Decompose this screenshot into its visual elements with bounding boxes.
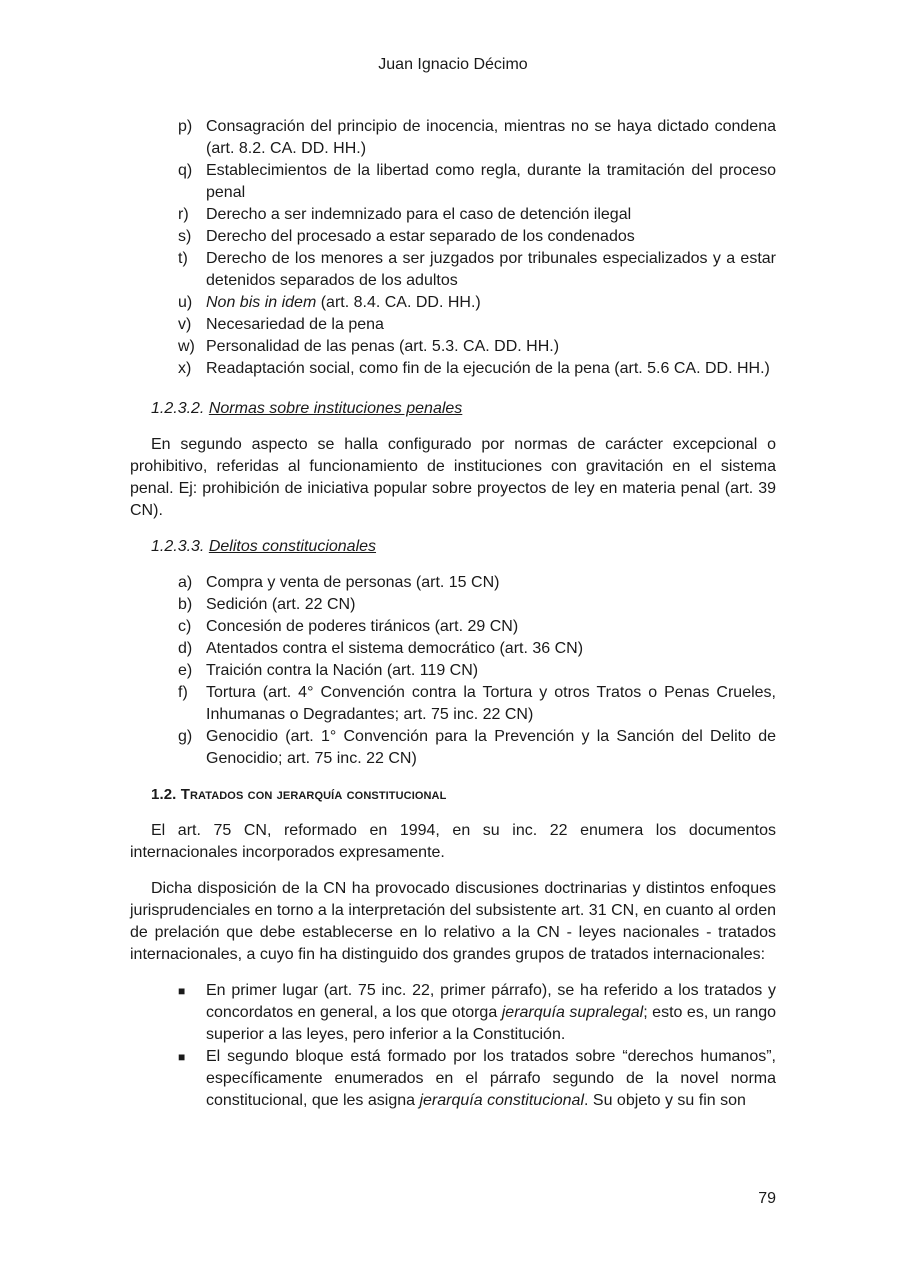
list-item xyxy=(130,336,776,358)
subsection-title: Normas sobre instituciones penales xyxy=(208,400,463,417)
list-item xyxy=(130,160,776,204)
list-item-text: Derecho del procesado a estar separado de los condenados xyxy=(206,228,635,245)
list-item xyxy=(130,1046,776,1112)
list-item xyxy=(130,314,776,336)
list-item xyxy=(130,358,776,380)
list-item-text: Sedición (art. 22 CN) xyxy=(206,596,356,613)
square-bullet-icon: ■ xyxy=(178,984,186,998)
list-marker: s) xyxy=(178,228,192,245)
list-marker: w) xyxy=(178,338,195,355)
list-marker: c) xyxy=(178,618,192,635)
list-item-text: Compra y venta de personas (art. 15 CN) xyxy=(206,574,500,591)
list-item xyxy=(130,682,776,726)
list-marker: r) xyxy=(178,206,189,223)
list-item-text: (art. 8.4. CA. DD. HH.) xyxy=(316,294,481,311)
subsection-heading xyxy=(151,398,776,420)
list-item-text: El segundo bloque está formado por los tratados sobre “derechos humanos”, específicamente enumerados en el párrafo segundo de la novel norma constitucional, que les asigna xyxy=(206,1048,776,1109)
list-item-text: Personalidad de las penas (art. 5.3. CA. DD. HH.) xyxy=(206,338,560,355)
list-item xyxy=(130,638,776,660)
list-item-text: Genocidio (art. 1° Convención para la Prevención y la Sanción del Delito de Genocidio; art. 75 inc. 22 CN) xyxy=(206,728,776,767)
list-marker: p) xyxy=(178,118,193,135)
list-item xyxy=(130,726,776,770)
page-number: 79 xyxy=(758,1190,776,1207)
body-paragraph: Dicha disposición de la CN ha provocado discusiones doctrinarias y distintos enfoques jurisprudenciales en torno a la interpretación del subsistente art. 31 CN, en cuanto al orden de prelación que debe establecerse en lo relativo a la CN - leyes nacionales - tratados internacionales, a cuyo fin ha distinguido dos grandes grupos de tratados internacionales: xyxy=(130,880,776,963)
list-item-text: Atentados contra el sistema democrático (art. 36 CN) xyxy=(206,640,584,657)
list-marker: f) xyxy=(178,684,188,701)
body-paragraph: En segundo aspecto se halla configurado por normas de carácter excepcional o prohibitivo, referidas al funcionamiento de instituciones con gravitación en el sistema penal. Ej: prohibición de iniciativa popular sobre proyectos de ley en materia penal (art. 39 CN). xyxy=(130,436,776,519)
list-item-text: ; esto es, un rango superior a las leyes, pero inferior a la Constitución. xyxy=(206,1004,777,1043)
list-item xyxy=(130,248,776,292)
list-marker: t) xyxy=(178,250,188,267)
section-title: Tratados con jerarquía constitucional xyxy=(180,786,447,803)
list-item-text: Establecimientos de la libertad como regla, durante la tramitación del proceso penal xyxy=(206,162,776,201)
subsection-number: 1.2.3.3. xyxy=(151,538,209,555)
page-body xyxy=(130,116,776,1112)
latin-term: Non bis in idem xyxy=(206,294,317,311)
list-marker: x) xyxy=(178,360,192,377)
treaty-groups-list xyxy=(130,980,776,1112)
list-item-text: Consagración del principio de inocencia, mientras no se haya dictado condena (art. 8.2. CA. DD. HH.) xyxy=(206,118,776,157)
list-item xyxy=(130,204,776,226)
section-heading xyxy=(151,784,776,806)
list-item xyxy=(130,594,776,616)
list-item-text: Concesión de poderes tiránicos (art. 29 CN) xyxy=(206,618,519,635)
crimes-list xyxy=(130,572,776,770)
list-marker: g) xyxy=(178,728,193,745)
list-item-text: Derecho de los menores a ser juzgados por tribunales especializados y a estar detenidos separados de los adultos xyxy=(206,250,776,289)
list-item-text: Derecho a ser indemnizado para el caso de detención ilegal xyxy=(206,206,632,223)
subsection-title: Delitos constitucionales xyxy=(208,538,377,555)
list-item-text: Tortura (art. 4° Convención contra la Tortura y otros Tratos o Penas Crueles, Inhumanas o Degradantes; art. 75 inc. 22 CN) xyxy=(206,684,776,723)
list-marker: v) xyxy=(178,316,192,333)
subsection-heading xyxy=(151,536,776,558)
square-bullet-icon: ■ xyxy=(178,1050,186,1064)
list-item-text: Necesariedad de la pena xyxy=(206,316,384,333)
list-item xyxy=(130,616,776,638)
running-header: Juan Ignacio Décimo xyxy=(378,56,528,73)
list-item-text: Readaptación social, como fin de la ejecución de la pena (art. 5.6 CA. DD. HH.) xyxy=(206,360,770,377)
list-item-text: En primer lugar (art. 75 inc. 22, primer párrafo), se ha referido a los tratados y concordatos en general, a los que otorga xyxy=(206,982,776,1021)
emphasis-term: jerarquía supralegal xyxy=(501,1004,644,1021)
list-marker: e) xyxy=(178,662,193,679)
list-marker: b) xyxy=(178,596,193,613)
list-marker: u) xyxy=(178,294,193,311)
list-item xyxy=(130,572,776,594)
rights-list xyxy=(130,116,776,380)
subsection-number: 1.2.3.2. xyxy=(151,400,209,417)
section-number: 1.2. xyxy=(151,786,181,803)
list-item xyxy=(130,116,776,160)
list-item xyxy=(130,292,776,314)
list-item xyxy=(130,226,776,248)
list-marker: a) xyxy=(178,574,193,591)
list-marker: d) xyxy=(178,640,193,657)
list-marker: q) xyxy=(178,162,193,179)
list-item-text: Traición contra la Nación (art. 119 CN) xyxy=(206,662,479,679)
list-item xyxy=(130,660,776,682)
emphasis-term: jerarquía constitucional xyxy=(419,1092,585,1109)
list-item xyxy=(130,980,776,1046)
list-item-text: . Su objeto y su fin son xyxy=(584,1092,746,1109)
body-paragraph: El art. 75 CN, reformado en 1994, en su inc. 22 enumera los documentos internacionales incorporados expresamente. xyxy=(130,822,776,861)
